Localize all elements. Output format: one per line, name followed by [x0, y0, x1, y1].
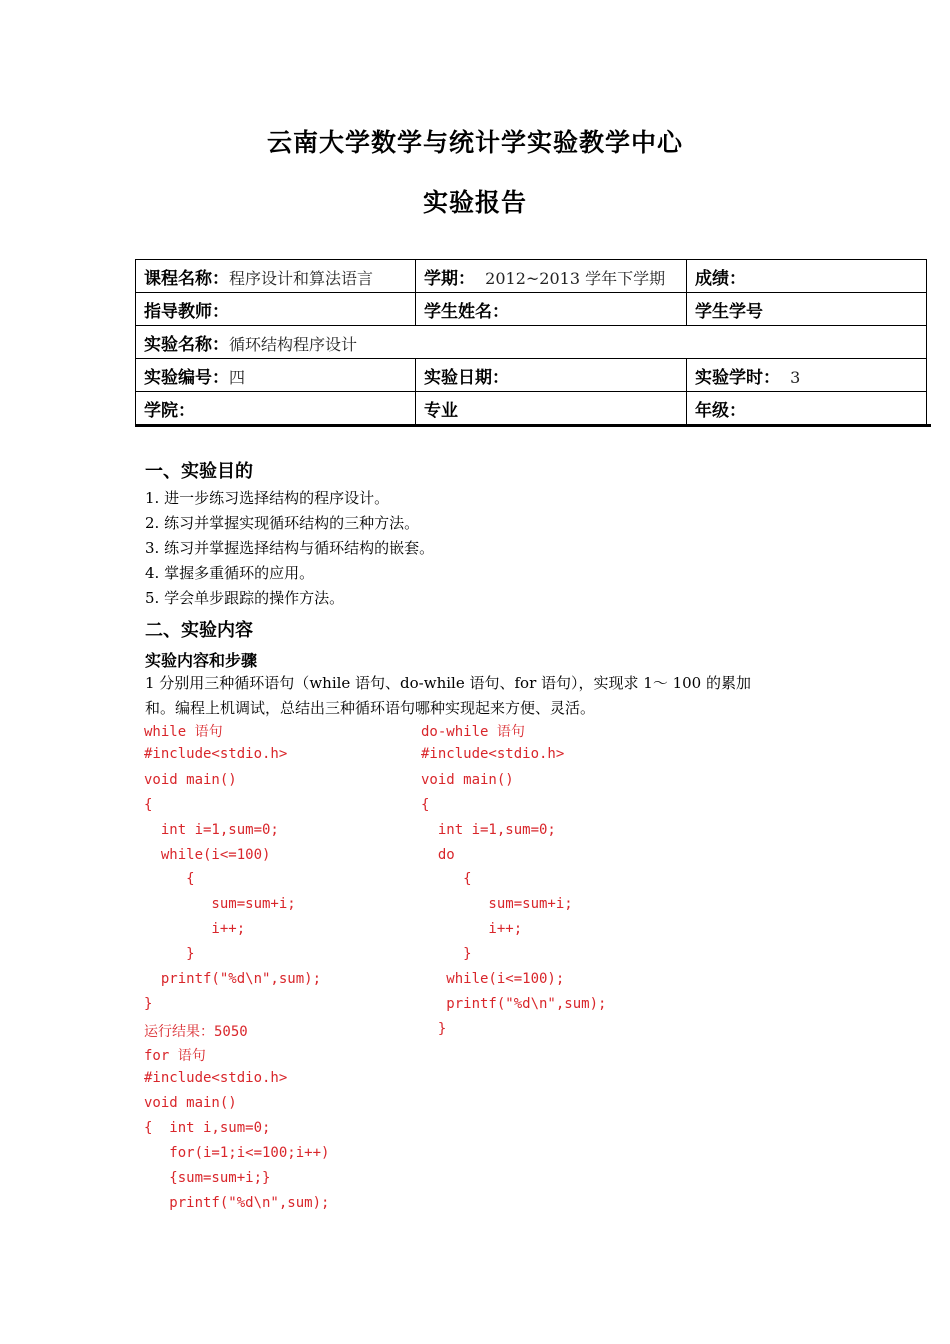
info-cell [136, 359, 416, 392]
code-line: #include<stdio.h> [144, 746, 288, 762]
code-line: sum=sum+i; [421, 896, 573, 912]
info-row [136, 326, 927, 359]
info-cell [687, 293, 927, 326]
code-line: i++; [421, 921, 523, 937]
section-heading-objectives: 一、实验目的 [145, 461, 253, 482]
info-cell [416, 260, 687, 293]
code-line: int i=1,sum=0; [144, 822, 279, 838]
course-name-label: 课程名称： [144, 268, 229, 289]
experiment-date-label: 实验日期： [424, 367, 509, 388]
report-subtitle: 实验报告 [422, 188, 527, 217]
college-label: 学院： [144, 400, 195, 421]
code-line: { [144, 797, 153, 813]
code-line: { [144, 871, 195, 887]
code-line: do-while 语句 [421, 724, 525, 740]
info-row [136, 359, 927, 392]
experiment-hours-label: 实验学时： [695, 367, 780, 388]
student-name-label: 学生姓名： [424, 301, 509, 322]
semester-label: 学期： [424, 268, 475, 289]
experiment-name-label: 实验名称： [144, 334, 229, 355]
code-line: { int i,sum=0; [144, 1120, 271, 1136]
table-bottom-rule [135, 424, 931, 427]
code-line: do [421, 847, 455, 863]
instructor-label: 指导教师： [144, 301, 229, 322]
objective-item: 2. 练习并掌握实现循环结构的三种方法。 [145, 514, 420, 532]
semester-value: 2012~2013 学年下学期 [485, 268, 666, 288]
course-name-value: 程序设计和算法语言 [229, 268, 374, 288]
year-label: 年级： [695, 400, 746, 421]
info-cell [136, 392, 416, 425]
code-line: } [421, 946, 472, 962]
objective-item: 1. 进一步练习选择结构的程序设计。 [145, 489, 390, 507]
info-cell [687, 260, 927, 293]
info-cell [687, 392, 927, 425]
code-line: printf("%d\n",sum); [421, 996, 607, 1012]
code-line: i++; [144, 921, 246, 937]
info-row [136, 260, 927, 293]
code-line: void main() [144, 1095, 237, 1111]
code-line: while(i<=100); [421, 971, 565, 987]
code-line: } [144, 996, 153, 1012]
info-cell [416, 359, 687, 392]
code-line: { [421, 797, 430, 813]
experiment-name-value: 循环结构程序设计 [229, 334, 358, 354]
task-description-line2: 和。编程上机调试，总结出三种循环语句哪种实现起来方便、灵活。 [145, 699, 596, 717]
code-line: for(i=1;i<=100;i++) [144, 1145, 330, 1161]
info-cell [136, 326, 927, 359]
code-line: for 语句 [144, 1048, 206, 1064]
code-line: printf("%d\n",sum); [144, 1195, 330, 1211]
experiment-hours-value: 3 [790, 367, 801, 387]
objective-item: 3. 练习并掌握选择结构与循环结构的嵌套。 [145, 539, 435, 557]
code-line: while(i<=100) [144, 847, 271, 863]
info-cell [136, 260, 416, 293]
code-line: {sum=sum+i;} [144, 1170, 271, 1186]
code-line: printf("%d\n",sum); [144, 971, 322, 987]
experiment-number-value: 四 [229, 367, 246, 387]
code-line: sum=sum+i; [144, 896, 296, 912]
section-heading-content: 二、实验内容 [145, 620, 253, 641]
code-line: int i=1,sum=0; [421, 822, 556, 838]
info-row [136, 392, 927, 425]
task-description-line1: 1 分别用三种循环语句（while 语句、do-while 语句、for 语句），实现求 1～ 100 的累加 [145, 674, 751, 692]
info-cell [687, 359, 927, 392]
code-line: #include<stdio.h> [144, 1070, 288, 1086]
objective-item: 5. 学会单步跟踪的操作方法。 [145, 589, 345, 607]
major-label: 专业 [424, 400, 458, 421]
info-cell [416, 392, 687, 425]
code-line: { [421, 871, 472, 887]
info-row [136, 293, 927, 326]
content-subheading: 实验内容和步骤 [145, 651, 258, 670]
code-line: } [421, 1021, 447, 1037]
report-title: 云南大学数学与统计学实验教学中心 [266, 128, 683, 157]
student-id-label: 学生学号 [695, 301, 763, 322]
experiment-number-label: 实验编号： [144, 367, 229, 388]
code-line: } [144, 946, 195, 962]
objective-item: 4. 掌握多重循环的应用。 [145, 564, 315, 582]
run-result: 运行结果：5050 [144, 1024, 248, 1040]
info-cell [416, 293, 687, 326]
info-cell [136, 293, 416, 326]
code-line: while 语句 [144, 724, 223, 740]
code-line: #include<stdio.h> [421, 746, 565, 762]
info-table [135, 259, 927, 425]
code-line: void main() [144, 772, 237, 788]
grade-score-label: 成绩： [695, 268, 746, 289]
code-line: void main() [421, 772, 514, 788]
